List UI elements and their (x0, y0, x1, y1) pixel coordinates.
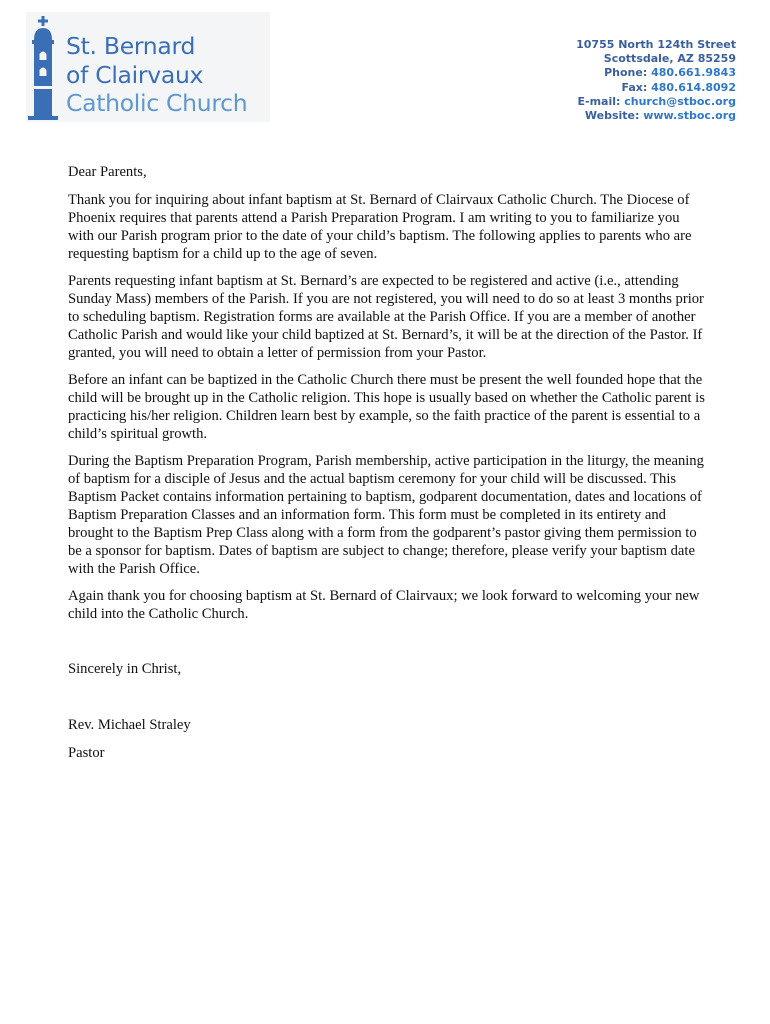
fax-line (576, 81, 736, 95)
website-link[interactable]: www.stboc.org (643, 109, 736, 123)
bell-tower-icon (28, 16, 58, 120)
address-line-1: 10755 North 124th Street (576, 38, 736, 51)
fax-label: Fax: (621, 80, 648, 94)
logo-name-line-3: Catholic Church (66, 89, 248, 117)
email-link[interactable]: church@stboc.org (624, 94, 736, 108)
paragraph-1: Thank you for inquiring about infant baptism at St. Bernard of Clairvaux Catholic Church. The Diocese of Phoenix requires that parents attend a Parish Preparation Program. I am writing to you to familiarize you with our Parish program prior to the date of your child’s baptism. The following applies to parents who are requesting baptism for a child up to the age of seven. (68, 192, 692, 262)
fax-number: 480.614.8092 (651, 80, 736, 94)
logo-name-line-1: St. Bernard (66, 32, 196, 60)
paragraph-3: Before an infant can be baptized in the Catholic Church there must be present the well founded hope that the child will be brought up in the Catholic religion. This hope is usually based on whether the Catholic parent is practicing his/her religion. Children learn best by example, so the faith practice of the parent is essential to a child’s spiritual growth. (68, 372, 705, 442)
paragraph-4: During the Baptism Preparation Program, Parish membership, active participation in the liturgy, the meaning of baptism for a disciple of Jesus and the actual baptism ceremony for your child will be discussed. This Baptism Packet contains information pertaining to baptism, godparent documentation, dates and locations of Baptism Preparation Classes and an information form. This form must be completed in its entirety and brought to the Baptism Prep Class along with a form from the godparent’s pastor giving them permission to be a sponsor for baptism. Dates of baptism are subject to change; therefore, please verify your baptism date with the Parish Office. (68, 453, 704, 577)
letter-body (68, 163, 708, 771)
email-label: E-mail: (577, 94, 621, 108)
contact-block (576, 38, 736, 123)
website-label: Website: (584, 109, 640, 123)
phone-number[interactable]: 480.661.9843 (651, 66, 736, 80)
address-line-2: Scottsdale, AZ 85259 (603, 52, 736, 66)
phone-label: Phone: (604, 66, 648, 80)
salutation: Dear Parents, (68, 164, 147, 180)
church-logo (26, 12, 270, 122)
website-line (576, 109, 736, 123)
signer-name: Rev. Michael Straley (68, 717, 191, 733)
logo-name-line-2: of Clairvaux (66, 60, 204, 89)
email-line (576, 95, 736, 109)
paragraph-2: Parents requesting infant baptism at St. Bernard’s are expected to be registered and active (i.e., attending Sunday Mass) members of the Parish. If you are not registered, you will need to do so at least 3 months prior to scheduling baptism. Registration forms are available at the Parish Office. If you are a member of another Catholic Parish and would like your child baptized at St. Bernard’s, it will be at the direction of the Pastor. If granted, you will need to obtain a letter of permission from your Pastor. (68, 273, 704, 361)
closing: Sincerely in Christ, (68, 661, 182, 677)
phone-line (576, 66, 736, 80)
paragraph-5: Again thank you for choosing baptism at St. Bernard of Clairvaux; we look forward to welcoming your new child into the Catholic Church. (68, 588, 700, 622)
signer-title: Pastor (68, 745, 105, 761)
